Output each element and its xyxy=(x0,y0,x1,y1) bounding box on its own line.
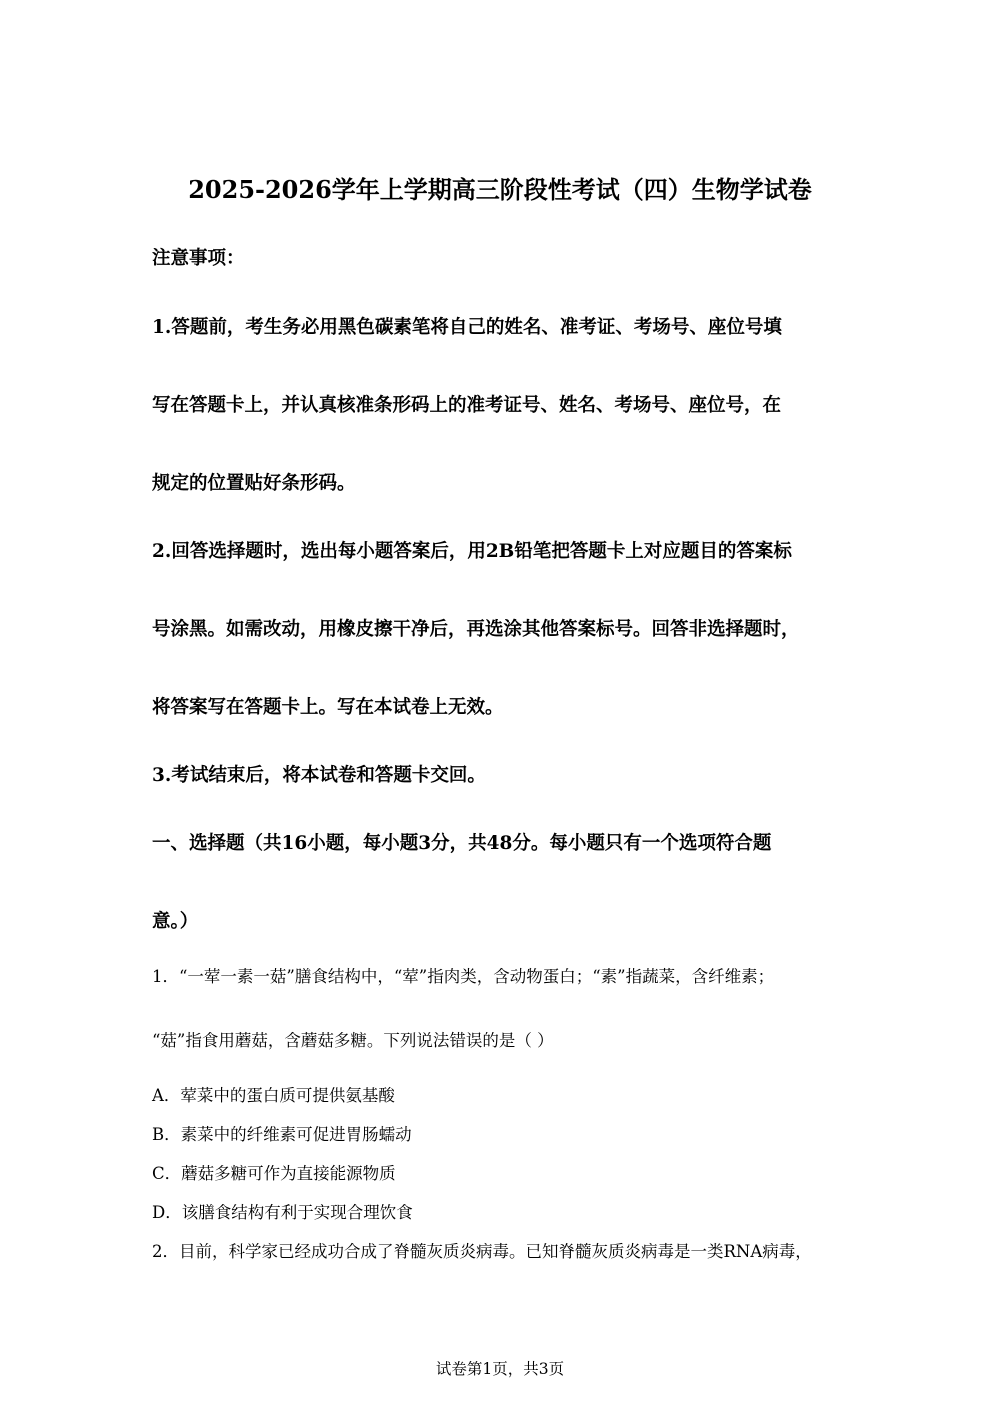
notice-line: 号涂黑。如需改动，用橡皮擦干净后，再选涂其他答案标号。回答非选择题时， xyxy=(152,619,800,640)
question-1-stem: “菇”指食用蘑菇，含蘑菇多糖。下列说法错误的是（ ） xyxy=(152,1031,554,1050)
question-2-stem: 2．目前，科学家已经成功合成了脊髓灰质炎病毒。已知脊髓灰质炎病毒是一类RNA病毒， xyxy=(152,1242,812,1261)
question-1-option-a: A．荤菜中的蛋白质可提供氨基酸 xyxy=(152,1086,395,1105)
question-1-stem: 1．“一荤一素一菇”膳食结构中，“荤”指肉类，含动物蛋白；“素”指蔬菜，含纤维素； xyxy=(152,967,775,986)
exam-title: 2025-2026学年上学期高三阶段性考试（四）生物学试卷 xyxy=(188,175,812,204)
section-heading: 意。） xyxy=(152,911,199,932)
notice-line: 1.答题前，考生务必用黑色碳素笔将自己的姓名、准考证、考场号、座位号填 xyxy=(152,317,782,338)
notice-line: 2.回答选择题时，选出每小题答案后，用2B铅笔把答题卡上对应题目的答案标 xyxy=(152,541,792,562)
notice-line: 将答案写在答题卡上。写在本试卷上无效。 xyxy=(152,697,504,718)
notice-heading: 注意事项： xyxy=(152,248,245,269)
notice-line: 3.考试结束后，将本试卷和答题卡交回。 xyxy=(152,765,486,786)
question-1-option-c: C．蘑菇多糖可作为直接能源物质 xyxy=(152,1164,396,1183)
notice-line: 规定的位置贴好条形码。 xyxy=(152,473,356,494)
page-footer: 试卷第1页，共3页 xyxy=(435,1360,565,1378)
section-heading: 一、选择题（共16小题，每小题3分，共48分。每小题只有一个选项符合题 xyxy=(152,833,772,854)
question-1-option-d: D．该膳食结构有利于实现合理饮食 xyxy=(152,1203,413,1222)
notice-line: 写在答题卡上，并认真核准条形码上的准考证号、姓名、考场号、座位号，在 xyxy=(152,395,782,416)
question-1-option-b: B．素菜中的纤维素可促进胃肠蠕动 xyxy=(152,1125,412,1144)
